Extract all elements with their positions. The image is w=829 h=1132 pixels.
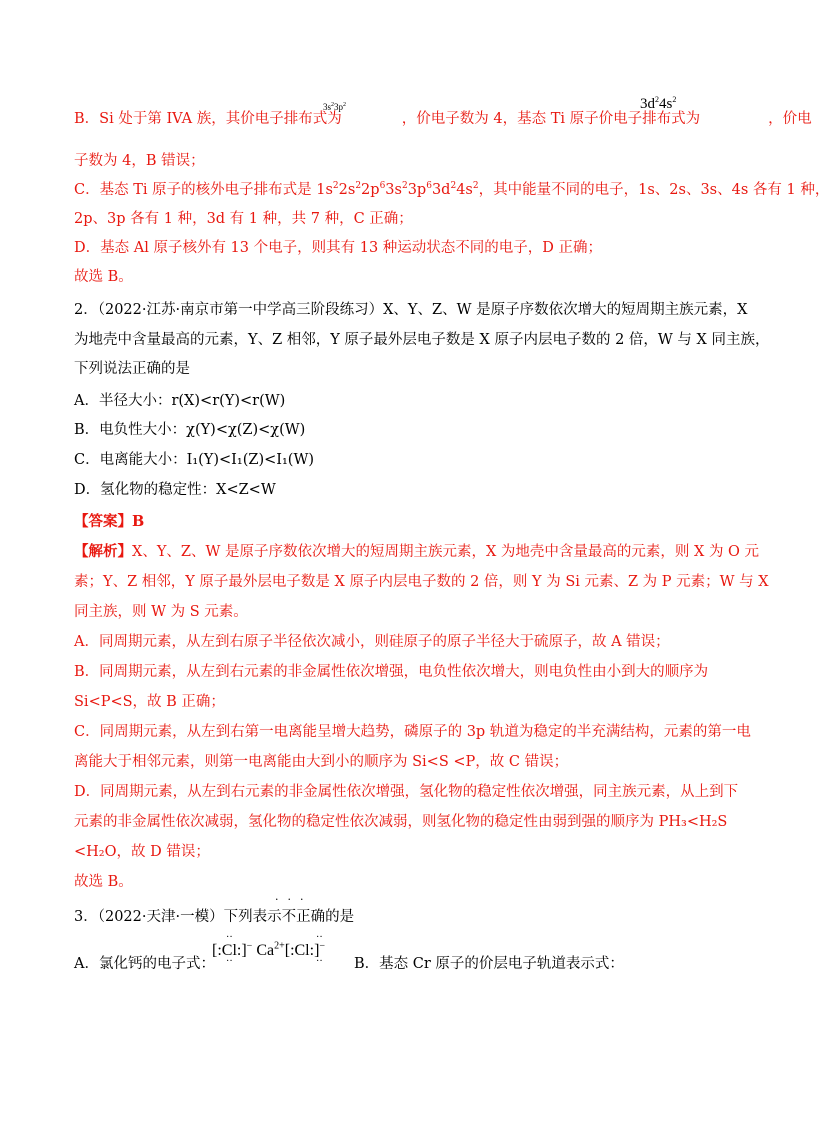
si-valence-config: $3s^23p^2$ <box>323 102 347 112</box>
lone-pair-dots: ·· <box>226 932 233 943</box>
option-b-line1 <box>74 110 812 128</box>
q2-option-a: A．半径大小：r(X)<r(Y)<r(W) <box>74 393 286 409</box>
analysis-label: 【解析】 <box>74 543 132 560</box>
lewis-left-cl: [:Cl:] <box>212 942 247 959</box>
choose-b-2: 故选 B。 <box>74 874 133 890</box>
q2-analysis-line2: 素；Y、Z 相邻，Y 原子最外层电子数是 X 原子内层电子数的 2 倍，则 Y 为 Si 元素、Z 为 P 元素；W 与 X <box>74 574 769 590</box>
q2-explain-a: A．同周期元素，从左到右原子半径依次减小，则硅原子的原子半径大于硫原子，故 A 错误； <box>74 634 670 650</box>
q2-analysis-line1 <box>74 543 759 561</box>
q2-explain-b2: Si<P<S，故 B 正确； <box>74 694 225 710</box>
option-b-text-b: ，价电子数为 4，基态 Ti 原子价电子排布式为 <box>401 111 701 127</box>
emphasis-dots: ··· <box>275 893 313 906</box>
lewis-ca-charge: 2+ <box>274 940 285 952</box>
q2-explain-b1: B．同周期元素，从左到右元素的非金属性依次增强，电负性依次增大，则电负性由小到大的顺序为 <box>74 664 709 680</box>
option-d-line: D．基态 Al 原子核外有 13 个电子，则其有 13 种运动状态不同的电子，D 正确； <box>74 240 603 256</box>
option-c-text-a: C．基态 Ti 原子的核外电子排布式是 1s <box>74 182 333 198</box>
q2-explain-c1: C．同周期元素，从左到右第一电离能呈增大趋势，磷原子的 3p 轨道为稳定的半充满结构，元素的第一电 <box>74 724 751 740</box>
lone-pair-dots: ·· <box>316 932 323 943</box>
q2-stem-line2: 为地壳中含量最高的元素，Y、Z 相邻，Y 原子最外层电子数是 X 原子内层电子数的 2 倍，W 与 X 同主族， <box>74 332 770 348</box>
ti-valence-config: $3d^24s^2$ <box>640 95 677 112</box>
lewis-right-cl: [:Cl:] <box>284 942 320 959</box>
q2-stem-line1: 2．（2022·江苏·南京市第一中学高三阶段练习）X、Y、Z、W 是原子序数依次增大的短周期主族元素，X <box>74 302 748 318</box>
option-b-text-a: B．Si 处于第 IVA 族，其价电子排布式为 <box>74 111 342 127</box>
q2-answer: 【答案】B <box>74 513 145 530</box>
q2-explain-d2: 元素的非金属性依次减弱，氢化物的稳定性依次减弱，则氢化物的稳定性由弱到强的顺序为 PH₃<H₂S <box>74 814 728 830</box>
q2-explain-d3: <H₂O，故 D 错误； <box>74 844 210 860</box>
q2-stem-line3: 下列说法正确的是 <box>74 361 190 377</box>
q2-explain-d1: D．同周期元素，从左到右元素的非金属性依次增强，氢化物的稳定性依次增强，同主族元素，从上到下 <box>74 784 739 800</box>
cacl2-lewis-structure <box>212 932 326 967</box>
q2-option-c: C．电离能大小：I₁(Y)<I₁(Z)<I₁(W) <box>74 452 315 468</box>
lewis-ca: Ca <box>256 942 275 959</box>
lewis-left-charge: − <box>246 940 253 952</box>
analysis-text-1: X、Y、Z、W 是原子序数依次增大的短周期主族元素，X 为地壳中含量最高的元素，则 X 为 O 元 <box>132 544 760 560</box>
q3-option-b: B．基态 Cr 原子的价层电子轨道表示式： <box>354 956 624 972</box>
option-b-text-c: ，价电 <box>768 111 812 127</box>
option-b-line2: 子数为 4，B 错误； <box>74 153 205 169</box>
q2-analysis-line3: 同主族，则 W 为 S 元素。 <box>74 604 248 620</box>
lewis-right-charge: − <box>319 940 326 952</box>
lone-pair-dots: ·· <box>226 956 233 967</box>
q2-explain-c2: 离能大于相邻元素，则第一电离能由大到小的顺序为 Si<S <P，故 C 错误； <box>74 754 569 770</box>
lone-pair-dots: ·· <box>316 956 323 967</box>
option-c-text-b: ，其中能量不同的电子，1s、2s、3s、4s 各有 1 种， <box>478 182 829 198</box>
option-c-line1: C．基态 Ti 原子的核外电子排布式是 $1s^22s^22p^63s^23p^63d^24s^2$，其中能量不同的电子，1s、2s、3s、4s 各有 1 种， <box>74 181 829 198</box>
q2-option-d: D．氢化物的稳定性：X<Z<W <box>74 482 276 498</box>
q2-option-b: B．电负性大小：χ(Y)<χ(Z)<χ(W) <box>74 422 306 438</box>
q3-option-a-label: A．氯化钙的电子式： <box>74 956 215 972</box>
option-c-line2: 2p、3p 各有 1 种，3d 有 1 种，共 7 种，C 正确； <box>74 211 413 227</box>
q3-stem: 3．（2022·天津·一模）下列表示不正确的是 <box>74 909 355 925</box>
choose-b-1: 故选 B。 <box>74 269 133 285</box>
